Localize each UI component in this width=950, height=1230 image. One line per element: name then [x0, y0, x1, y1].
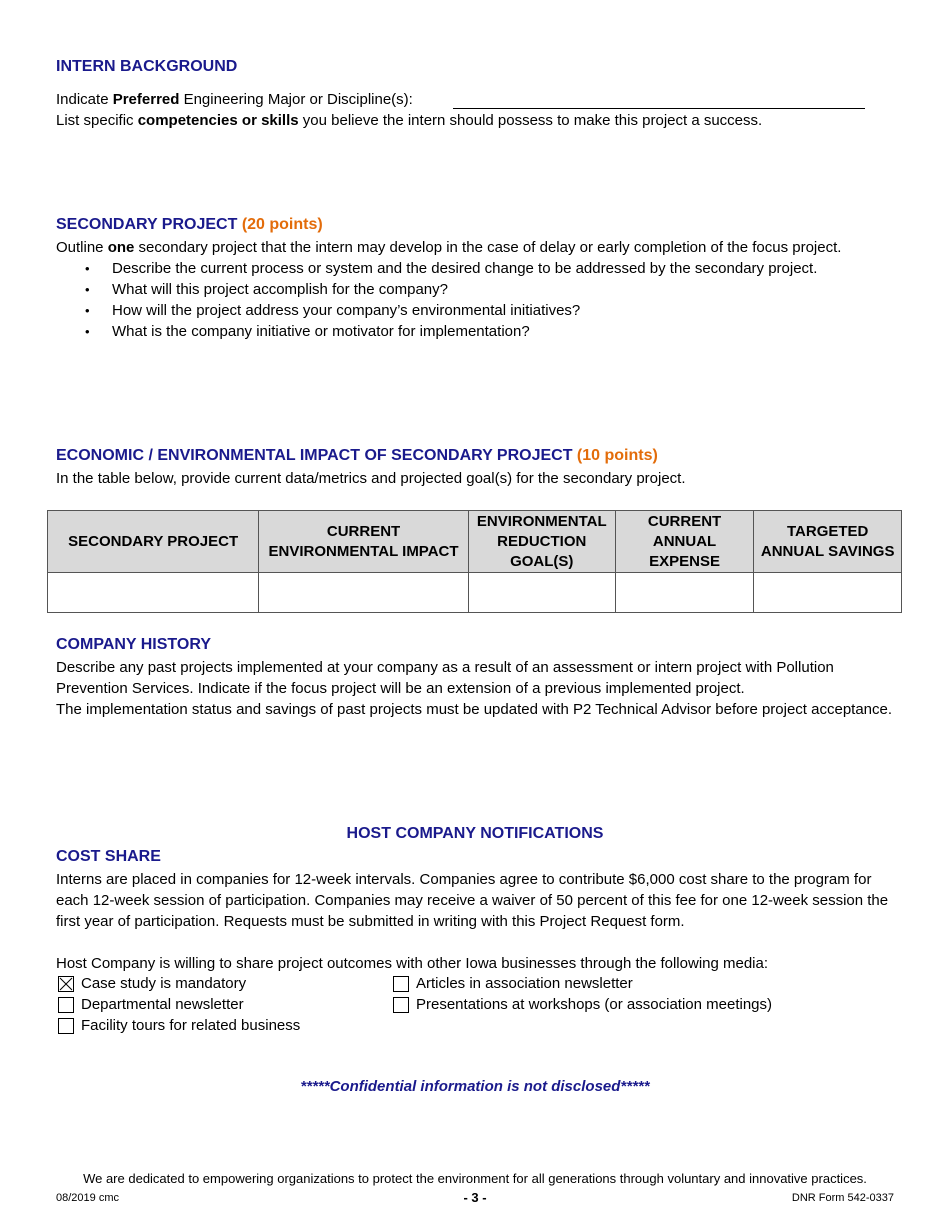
list-item: • What is the company initiative or motivator for implementation?	[112, 321, 817, 342]
skills-instruction: List specific competencies or skills you believe the intern should possess to make this project a success.	[56, 112, 763, 129]
company-history-text: Describe any past projects implemented at your company as a result of an assessment or intern project with Pollution Prevention Services. Indicate if the focus project will be an extension of a previous implemented project.	[56, 659, 834, 697]
column-header: CURRENT ENVIRONMENTAL IMPACT	[259, 511, 469, 573]
preferred-major-label: Indicate Preferred Engineering Major or Discipline(s):	[56, 91, 413, 108]
footer-form-number: DNR Form 542-0337	[791, 1192, 894, 1204]
departmental-newsletter-label: Departmental newsletter	[81, 996, 244, 1013]
presentations-checkbox[interactable]	[393, 997, 409, 1013]
company-history-heading: COMPANY HISTORY	[56, 636, 211, 653]
table-cell[interactable]	[48, 573, 259, 613]
association-articles-checkbox[interactable]	[393, 976, 409, 992]
intern-background-heading: INTERN BACKGROUND	[56, 58, 238, 75]
secondary-project-points: (20 points)	[241, 216, 323, 233]
check-x-icon	[59, 977, 73, 991]
page-number: - 3 -	[463, 1190, 487, 1205]
table-cell[interactable]	[754, 573, 902, 613]
list-item: • How will the project address your company’s environmental initiatives?	[112, 300, 817, 321]
footer-mission: We are dedicated to empowering organizations to protect the environment for all generations through voluntary and innovative practices.	[83, 1171, 867, 1186]
cost-share-text: Interns are placed in companies for 12-week intervals. Companies agree to contribute $6,000 cost share to the program for each 12-week session of participation. Companies may receive a waiver of 50 percent of this fee for one 12-week session the first year of participation. Requests must be submitted in writing with this Project Request form.	[56, 871, 889, 930]
association-articles-label: Articles in association newsletter	[416, 975, 633, 992]
confidential-note: *****Confidential information is not disclosed*****	[300, 1078, 650, 1095]
notifications-heading: HOST COMPANY NOTIFICATIONS	[346, 825, 604, 842]
column-header: ENVIRONMENTAL REDUCTION GOAL(S)	[468, 511, 615, 573]
list-item: • What will this project accomplish for the company?	[112, 279, 817, 300]
impact-points: (10 points)	[576, 447, 658, 464]
case-study-checkbox[interactable]	[58, 976, 74, 992]
impact-heading: ECONOMIC / ENVIRONMENTAL IMPACT OF SECONDARY PROJECT (10 points)	[56, 447, 658, 464]
column-header: TARGETED ANNUAL SAVINGS	[754, 511, 902, 573]
table-header-row	[48, 511, 902, 573]
column-header: SECONDARY PROJECT	[48, 511, 259, 573]
secondary-project-heading: SECONDARY PROJECT (20 points)	[56, 216, 323, 233]
preferred-major-field[interactable]	[453, 108, 865, 109]
table-row	[48, 573, 902, 613]
impact-table	[47, 510, 902, 613]
list-item: • Describe the current process or system and the desired change to be addressed by the secondary project.	[112, 258, 817, 279]
case-study-label: Case study is mandatory	[81, 975, 247, 992]
table-cell[interactable]	[259, 573, 469, 613]
impact-intro: In the table below, provide current data/metrics and projected goal(s) for the secondary project.	[56, 470, 686, 487]
secondary-project-intro: Outline one secondary project that the intern may develop in the case of delay or early completion of the focus project.	[56, 239, 842, 256]
presentations-label: Presentations at workshops (or association meetings)	[416, 996, 773, 1013]
media-intro: Host Company is willing to share project outcomes with other Iowa businesses through the following media:	[56, 955, 769, 972]
secondary-project-bullets	[56, 258, 817, 342]
table-cell[interactable]	[615, 573, 754, 613]
table-cell[interactable]	[468, 573, 615, 613]
facility-tours-label: Facility tours for related business	[81, 1017, 301, 1034]
company-history-note: The implementation status and savings of past projects must be updated with P2 Technical Advisor before project acceptance.	[56, 701, 893, 718]
departmental-newsletter-checkbox[interactable]	[58, 997, 74, 1013]
footer-date: 08/2019 cmc	[56, 1192, 119, 1204]
facility-tours-checkbox[interactable]	[58, 1018, 74, 1034]
cost-share-heading: COST SHARE	[56, 848, 161, 865]
column-header: CURRENT ANNUAL EXPENSE	[615, 511, 754, 573]
